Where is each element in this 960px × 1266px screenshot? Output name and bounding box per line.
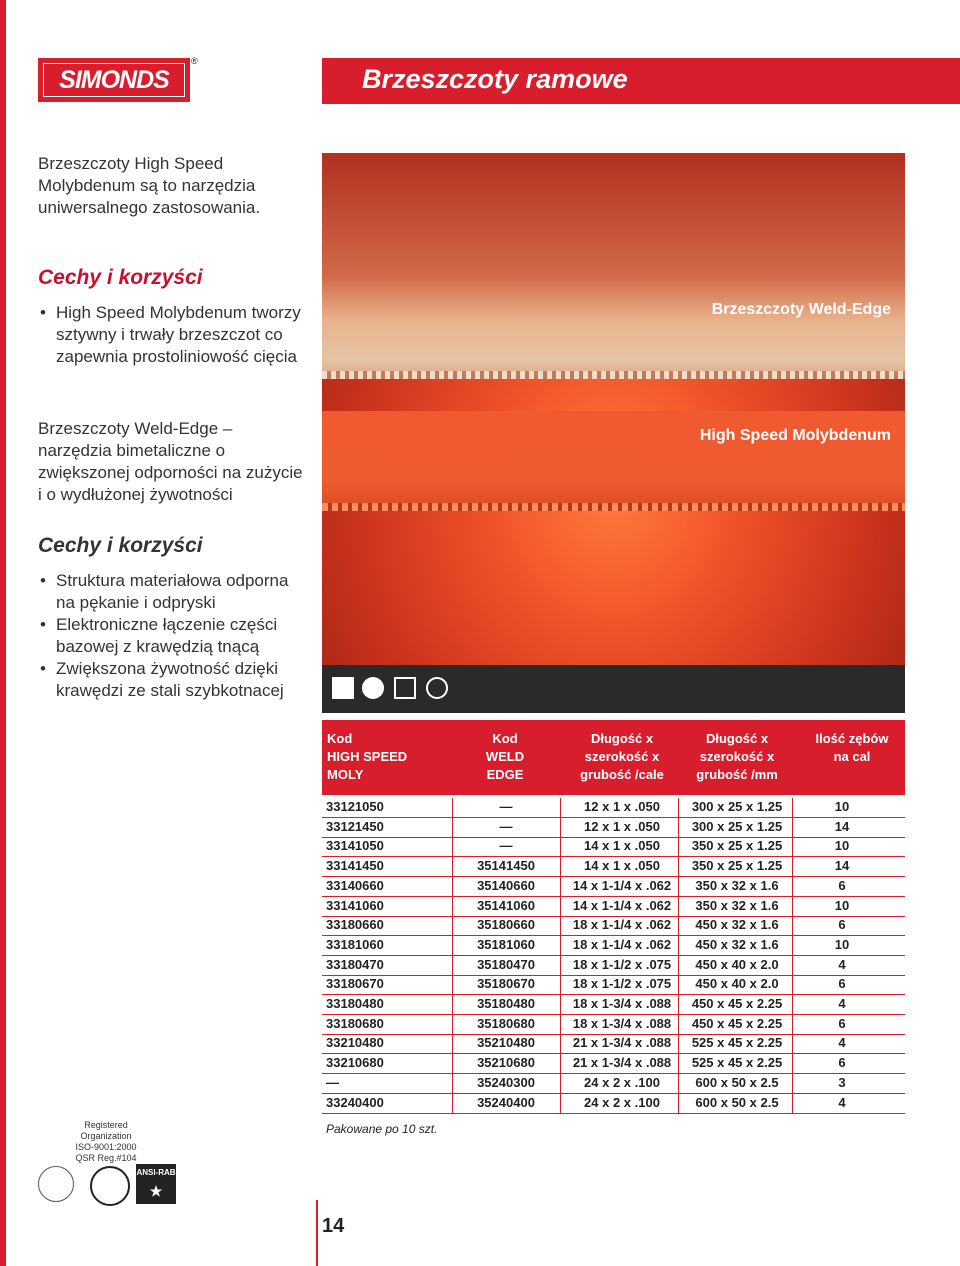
weld-edge-blade: [322, 153, 905, 378]
photo-label-top: Brzeszczoty Weld-Edge: [711, 301, 891, 318]
ansi-rab-badge: ANSI-RAB ★: [136, 1164, 176, 1204]
cell-dims-inch: 21 x 1-3/4 x .088: [572, 1055, 672, 1071]
table-row: [322, 1034, 905, 1054]
table-row: [322, 1094, 905, 1114]
blade-teeth: [322, 503, 905, 511]
cell-dims-inch: 18 x 1-3/4 x .088: [572, 1015, 672, 1031]
cell-dims-mm: 450 x 45 x 2.25: [691, 996, 783, 1011]
cell-hs-moly-code: 33210480: [326, 1035, 384, 1051]
cell-dims-mm: 350 x 32 x 1.6: [695, 877, 779, 893]
cell-dims-inch: 12 x 1 x .050: [584, 818, 660, 834]
table-row: [322, 1054, 905, 1074]
bullet-item: • Elektroniczne łączenie części bazowej z krawędzią tnącą: [38, 614, 300, 658]
filled-circle-icon: [362, 677, 384, 699]
cell-dims-inch: 14 x 1 x .050: [584, 858, 660, 874]
cell-tpi: 6: [838, 1015, 846, 1031]
bullet-list-1: [38, 302, 308, 368]
outline-square-icon: [394, 677, 416, 699]
cell-weld-edge-code: 35141060: [477, 897, 535, 913]
cell-tpi: 6: [838, 1055, 846, 1071]
cell-weld-edge-code: 35240400: [477, 1094, 535, 1110]
bullet-item: • Struktura materiałowa odporna na pękanie i odpryski: [38, 570, 300, 614]
cell-dims-inch: 24 x 2 x .100: [584, 1094, 660, 1110]
cell-tpi: 14: [834, 858, 850, 874]
bullet-list-2: [38, 570, 300, 702]
cell-tpi: 14: [834, 818, 850, 834]
cell-hs-moly-code: 33180480: [326, 996, 384, 1011]
cell-weld-edge-code: 35181060: [477, 936, 535, 952]
table-row: [322, 818, 905, 838]
cell-weld-edge-code: 35140660: [477, 877, 535, 893]
section-heading-2: Cechy i korzyści: [38, 534, 203, 557]
cell-weld-edge-code: 35180480: [477, 996, 535, 1011]
cell-dims-mm: 350 x 32 x 1.6: [695, 897, 779, 913]
cell-dims-inch: 14 x 1-1/4 x .062: [572, 877, 672, 893]
outline-circle-icon: [426, 677, 448, 699]
cell-hs-moly-code: 33180660: [326, 917, 384, 933]
cell-dims-mm: 300 x 25 x 1.25: [691, 799, 783, 814]
header-tpi: Ilość zębów na cal: [815, 731, 889, 764]
cell-tpi: 10: [834, 838, 850, 854]
table-row: [322, 897, 905, 917]
title-banner: [322, 58, 960, 104]
cell-weld-edge-code: 35180470: [477, 956, 535, 972]
cell-weld-edge-code: 35210480: [477, 1035, 535, 1051]
cell-hs-moly-code: 33181060: [326, 936, 384, 952]
header-weld-edge-code: Kod WELD EDGE: [485, 731, 525, 782]
cell-hs-moly-code: 33240400: [326, 1094, 384, 1110]
cell-dims-inch: 18 x 1-1/2 x .075: [572, 956, 672, 972]
cell-dims-inch: 18 x 1-1/2 x .075: [572, 976, 672, 992]
table-row: [322, 1074, 905, 1094]
cell-dims-mm: 600 x 50 x 2.5: [695, 1074, 779, 1090]
packaging-note: Pakowane po 10 szt.: [326, 1122, 438, 1136]
intro-paragraph: Brzeszczoty High Speed Molybdenum są to narzędzia uniwersalnego zastosowania.: [38, 154, 261, 217]
table-row: [322, 877, 905, 897]
table-row: [322, 916, 905, 936]
cell-dims-mm: 350 x 25 x 1.25: [691, 858, 783, 874]
cell-weld-edge-code: 35180670: [477, 976, 535, 992]
photo-label-bottom: High Speed Molybdenum: [699, 427, 891, 444]
material-symbols-bar: [322, 665, 905, 713]
table-header: [322, 720, 905, 792]
cell-hs-moly-code: 33121450: [326, 818, 384, 834]
cell-tpi: 6: [838, 877, 846, 893]
cell-tpi: 10: [834, 799, 850, 814]
cell-tpi: 10: [834, 936, 850, 952]
cell-dims-mm: 450 x 40 x 2.0: [695, 976, 779, 992]
cell-hs-moly-code: 33141050: [326, 838, 384, 854]
saw-blades-photo: [322, 153, 905, 713]
bullet-item: • Zwiększona żywotność dzięki krawędzi ze stali szybkotnacej: [38, 658, 300, 702]
logo-text: SIMONDS: [59, 66, 169, 94]
cell-dims-mm: 525 x 45 x 2.25: [691, 1055, 783, 1071]
cell-hs-moly-code: 33180670: [326, 976, 384, 992]
cell-tpi: 10: [834, 897, 850, 913]
cell-weld-edge-code: 35210680: [477, 1055, 535, 1071]
cell-hs-moly-code: —: [326, 1074, 339, 1090]
simonds-logo: [38, 58, 190, 102]
cell-dims-mm: 350 x 25 x 1.25: [691, 838, 783, 854]
cell-tpi: 4: [838, 1094, 846, 1110]
table-row: [322, 975, 905, 995]
table-row: [322, 995, 905, 1015]
cell-hs-moly-code: 33141450: [326, 858, 384, 874]
cell-weld-edge-code: 35240300: [477, 1074, 535, 1090]
header-dims-mm: Długość x szerokość x grubość /mm: [696, 731, 778, 782]
table-row: [322, 956, 905, 976]
header-dims-inch: Długość x szerokość x grubość /cale: [580, 731, 664, 782]
cell-dims-mm: 450 x 45 x 2.25: [691, 1015, 783, 1031]
table-row: [322, 1015, 905, 1035]
table-row: [322, 798, 905, 818]
table-row: [322, 837, 905, 857]
cell-dims-inch: 18 x 1-3/4 x .088: [572, 996, 672, 1011]
cell-dims-mm: 525 x 45 x 2.25: [691, 1035, 783, 1051]
cell-dims-inch: 21 x 1-3/4 x .088: [572, 1035, 672, 1051]
cell-weld-edge-code: —: [499, 838, 513, 854]
cell-dims-mm: 450 x 32 x 1.6: [695, 936, 779, 952]
left-accent-bar: [0, 0, 6, 1266]
cell-hs-moly-code: 33180680: [326, 1015, 384, 1031]
intro2-paragraph: Brzeszczoty Weld-Edge – narzędzia bimetaliczne o zwiększonej odporności na zużycie i o wydłużonej żywotności: [38, 419, 303, 504]
table-row: [322, 857, 905, 877]
blade-teeth: [322, 371, 905, 379]
cell-weld-edge-code: 35180660: [477, 917, 535, 933]
cell-dims-inch: 14 x 1 x .050: [584, 838, 660, 854]
page-title: Brzeszczoty ramowe: [362, 64, 628, 94]
cell-weld-edge-code: 35141450: [477, 858, 535, 874]
registered-mark: ®: [191, 56, 198, 66]
cell-weld-edge-code: 35180680: [477, 1015, 535, 1031]
cell-tpi: 4: [838, 996, 846, 1011]
header-hs-moly-code: Kod HIGH SPEED MOLY: [327, 731, 408, 782]
cell-dims-mm: 600 x 50 x 2.5: [695, 1094, 779, 1110]
section-heading-1: Cechy i korzyści: [38, 266, 203, 289]
cell-dims-mm: 450 x 40 x 2.0: [695, 956, 779, 972]
table-header-rule: [322, 792, 905, 795]
cell-dims-mm: 450 x 32 x 1.6: [695, 917, 779, 933]
cell-hs-moly-code: 33141060: [326, 897, 384, 913]
hs-moly-blade: [322, 411, 905, 511]
cell-hs-moly-code: 33140660: [326, 877, 384, 893]
cell-tpi: 6: [838, 976, 846, 992]
cell-tpi: 4: [838, 956, 846, 972]
cell-hs-moly-code: 33210680: [326, 1055, 384, 1071]
cell-dims-inch: 24 x 2 x .100: [584, 1074, 660, 1090]
bullet-item: • High Speed Molybdenum tworzy sztywny i trwały brzeszczot co zapewnia prostoliniowość cięcia: [38, 302, 308, 368]
cell-weld-edge-code: —: [499, 799, 513, 814]
table-row: [322, 936, 905, 956]
page-rule: [316, 1200, 318, 1266]
cell-dims-mm: 300 x 25 x 1.25: [691, 818, 783, 834]
cell-hs-moly-code: 33180470: [326, 956, 384, 972]
cell-tpi: 4: [838, 1035, 846, 1051]
cell-hs-moly-code: 33121050: [326, 799, 384, 814]
cell-dims-inch: 18 x 1-1/4 x .062: [572, 917, 672, 933]
cell-tpi: 6: [838, 917, 846, 933]
qsr-logo-icon: [90, 1166, 130, 1206]
cell-dims-inch: 12 x 1 x .050: [584, 799, 660, 814]
filled-square-icon: [332, 677, 354, 699]
cell-dims-inch: 14 x 1-1/4 x .062: [572, 897, 672, 913]
accreditation-seal-icon: [38, 1166, 74, 1202]
page-number: 14: [322, 1215, 345, 1237]
cell-tpi: 3: [838, 1074, 846, 1090]
certification-text: Registered Organization ISO-9001:2000 QSR Reg.#104: [75, 1120, 137, 1163]
cell-weld-edge-code: —: [499, 818, 513, 834]
cell-dims-inch: 18 x 1-1/4 x .062: [572, 936, 672, 952]
